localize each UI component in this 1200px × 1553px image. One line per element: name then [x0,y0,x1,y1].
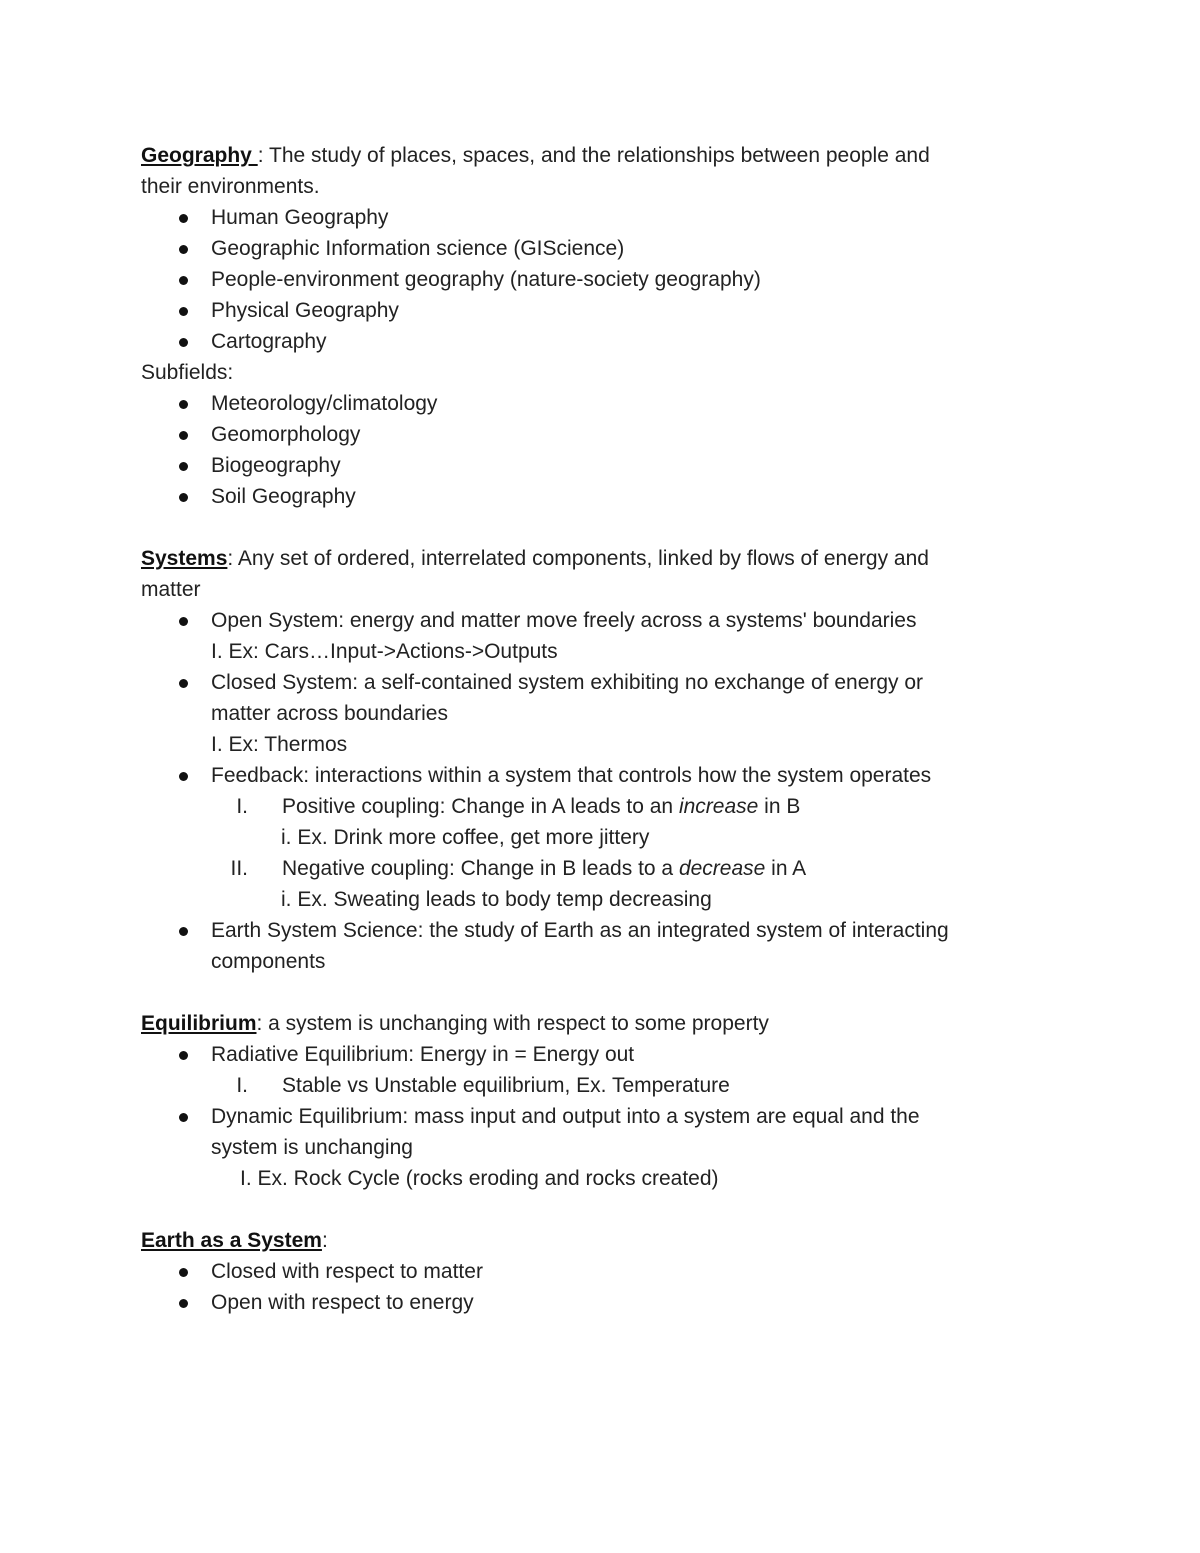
list-item: Physical Geography [141,295,1061,326]
subfields-label: Subfields: [141,361,234,384]
geography-definition-cont: their environments. [141,175,320,198]
equilibrium-definition: Equilibrium: a system is unchanging with respect to some property [141,1012,769,1035]
roman-numeral: II. [230,857,248,880]
geography-definition: Geography : The study of places, spaces, and the relationships between people and [141,144,930,167]
list-item: Biogeography [141,450,1061,481]
bullet-icon [179,462,188,471]
closed-system-cont: matter across boundaries [211,702,448,725]
spacer [141,977,1061,1008]
list-item: Geomorphology [141,419,1061,450]
equilibrium-term: Equilibrium [141,1012,257,1035]
roman-numeral: I. [236,1074,248,1097]
earth-system-term: Earth as a System [141,1229,322,1252]
earth-system-science-cont: components [211,950,326,973]
bullet-icon [179,431,188,440]
bullet-icon [179,1299,188,1308]
list-item: Radiative Equilibrium: Energy in = Energy out [141,1039,1061,1070]
roman-numeral: I. [236,795,248,818]
list-item: Cartography [141,326,1061,357]
radiative-sub-item: I. Stable vs Unstable equilibrium, Ex. Temperature [141,1070,1061,1101]
bullet-icon [179,338,188,347]
bullet-icon [179,214,188,223]
list-item: Closed System: a self-contained system exhibiting no exchange of energy or [141,667,1061,698]
bullet-icon [179,927,188,936]
bullet-icon [179,493,188,502]
spacer [141,1194,1061,1225]
bullet-icon [179,1113,188,1122]
positive-coupling-example: i. Ex. Drink more coffee, get more jittery [281,826,650,849]
earth-system-heading: Earth as a System: [141,1229,328,1252]
systems-definition-cont: matter [141,578,201,601]
list-item: Geographic Information science (GIScience) [141,233,1061,264]
negative-coupling-example: i. Ex. Sweating leads to body temp decreasing [281,888,712,911]
bullet-icon [179,1268,188,1277]
list-item: Earth System Science: the study of Earth as an integrated system of interacting [141,915,1061,946]
bullet-icon [179,400,188,409]
bullet-icon [179,245,188,254]
list-item: Dynamic Equilibrium: mass input and output into a system are equal and the [141,1101,1061,1132]
list-item: Feedback: interactions within a system that controls how the system operates [141,760,1061,791]
open-system-example: I. Ex: Cars…Input->Actions->Outputs [211,640,558,663]
dynamic-equilibrium-example: I. Ex. Rock Cycle (rocks eroding and rocks created) [240,1167,719,1190]
list-item: Soil Geography [141,481,1061,512]
systems-term: Systems [141,547,228,570]
closed-system-example: I. Ex: Thermos [211,733,348,756]
list-item: Open System: energy and matter move freely across a systems' boundaries [141,605,1061,636]
positive-coupling: I. Positive coupling: Change in A leads to an increase in B [141,791,1061,822]
spacer [141,512,1061,543]
list-item: Closed with respect to matter [141,1256,1061,1287]
bullet-icon [179,772,188,781]
geography-term: Geography [141,144,258,167]
bullet-icon [179,307,188,316]
list-item: People-environment geography (nature-society geography) [141,264,1061,295]
bullet-icon [179,1051,188,1060]
negative-coupling: II. Negative coupling: Change in B leads to a decrease in A [141,853,1061,884]
list-item: Human Geography [141,202,1061,233]
notes-content [141,140,1061,1318]
list-item: Open with respect to energy [141,1287,1061,1318]
dynamic-equilibrium-cont: system is unchanging [211,1136,413,1159]
bullet-icon [179,276,188,285]
bullet-icon [179,679,188,688]
bullet-icon [179,617,188,626]
list-item: Meteorology/climatology [141,388,1061,419]
systems-definition: Systems: Any set of ordered, interrelated components, linked by flows of energy and [141,547,929,570]
